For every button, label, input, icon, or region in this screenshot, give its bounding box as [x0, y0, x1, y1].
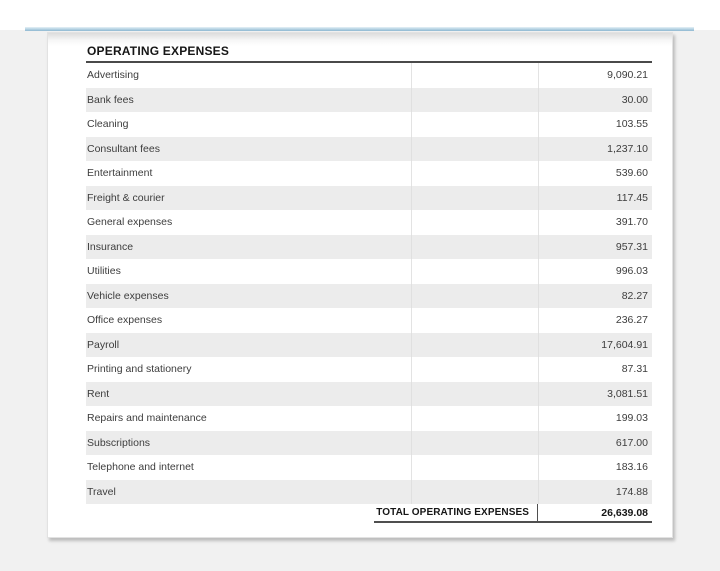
total-amount: 26,639.08 — [601, 506, 648, 519]
expense-row — [86, 63, 652, 88]
expense-amount: 1,237.10 — [538, 137, 652, 162]
expense-row — [86, 259, 652, 284]
expense-label: Travel — [87, 485, 116, 498]
expense-label: Repairs and maintenance — [87, 412, 207, 424]
spacer-cell — [411, 88, 538, 113]
expense-label: General expenses — [87, 216, 173, 228]
operating-expenses-report — [86, 33, 652, 523]
expense-amount: 3,081.51 — [538, 382, 652, 407]
spacer-cell — [411, 480, 538, 505]
expense-amount: 17,604.91 — [538, 333, 652, 358]
expense-label: Cleaning — [87, 118, 129, 130]
expense-amount: 87.31 — [538, 357, 652, 382]
expense-label: Rent — [87, 387, 110, 400]
spacer-cell — [411, 382, 538, 407]
expense-amount: 174.88 — [538, 480, 652, 505]
expense-label: Telephone and internet — [87, 461, 194, 473]
spacer-cell — [411, 431, 538, 456]
expense-amount: 236.27 — [538, 308, 652, 333]
expense-row — [86, 235, 652, 260]
expense-amount: 391.70 — [538, 210, 652, 235]
expense-row — [86, 308, 652, 333]
expense-amount: 617.00 — [538, 431, 652, 456]
expense-row — [86, 406, 652, 431]
expense-amount: 996.03 — [538, 259, 652, 284]
spacer-cell — [411, 406, 538, 431]
expense-amount: 30.00 — [538, 88, 652, 113]
expense-label: Vehicle expenses — [87, 289, 169, 302]
expense-label: Freight & courier — [87, 191, 165, 204]
expense-label: Advertising — [87, 69, 139, 81]
spacer-cell — [411, 455, 538, 480]
expense-table — [86, 63, 652, 504]
spacer-cell — [411, 63, 538, 88]
expense-amount: 103.55 — [538, 112, 652, 137]
expense-label: Entertainment — [87, 167, 153, 179]
spacer-cell — [411, 333, 538, 358]
expense-label: Utilities — [87, 265, 121, 277]
expense-amount: 82.27 — [538, 284, 652, 309]
expense-label: Bank fees — [87, 93, 134, 106]
spacer-cell — [411, 259, 538, 284]
expense-row — [86, 137, 652, 162]
expense-label: Subscriptions — [87, 436, 151, 449]
spacer-cell — [411, 161, 538, 186]
total-row — [86, 504, 652, 523]
expense-row — [86, 210, 652, 235]
spacer-cell — [411, 284, 538, 309]
section-title: OPERATING EXPENSES — [86, 33, 652, 63]
expense-row — [86, 112, 652, 137]
total-label: TOTAL OPERATING EXPENSES — [376, 507, 529, 518]
expense-row — [86, 431, 652, 456]
expense-row — [86, 186, 652, 211]
expense-label: Consultant fees — [87, 142, 160, 155]
spacer-cell — [411, 308, 538, 333]
spacer-cell — [411, 210, 538, 235]
expense-label: Office expenses — [87, 314, 163, 326]
expense-amount: 539.60 — [538, 161, 652, 186]
expense-row — [86, 161, 652, 186]
expense-row — [86, 284, 652, 309]
top-accent-line — [25, 27, 694, 31]
expense-amount: 957.31 — [538, 235, 652, 260]
expense-amount: 117.45 — [538, 186, 652, 211]
expense-row — [86, 480, 652, 505]
expense-row — [86, 382, 652, 407]
report-sheet — [47, 32, 673, 538]
total-row-inner — [374, 504, 652, 523]
expense-label: Insurance — [87, 240, 134, 253]
expense-row — [86, 455, 652, 480]
spacer-cell — [411, 235, 538, 260]
expense-amount: 9,090.21 — [538, 63, 652, 88]
spacer-cell — [411, 137, 538, 162]
expense-row — [86, 333, 652, 358]
expense-row — [86, 357, 652, 382]
expense-amount: 199.03 — [538, 406, 652, 431]
spacer-cell — [411, 186, 538, 211]
expense-label: Printing and stationery — [87, 363, 192, 375]
spacer-cell — [411, 112, 538, 137]
expense-amount: 183.16 — [538, 455, 652, 480]
expense-label: Payroll — [87, 338, 120, 351]
expense-row — [86, 88, 652, 113]
spacer-cell — [411, 357, 538, 382]
